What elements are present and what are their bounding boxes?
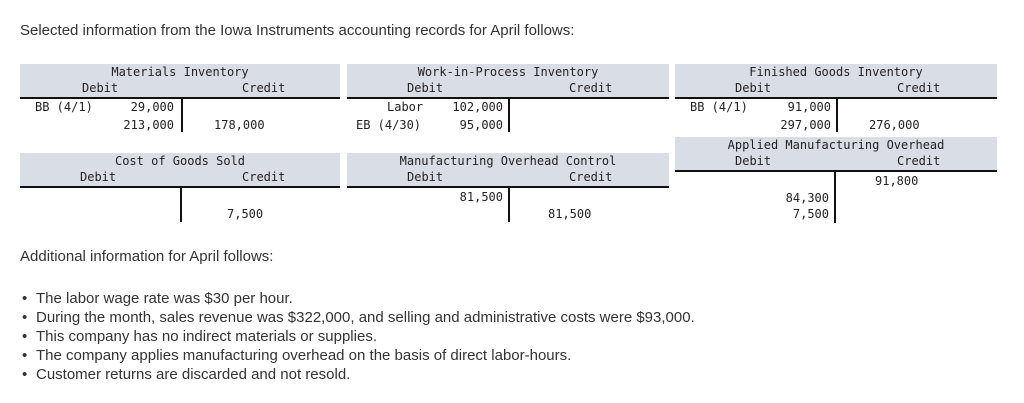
- debit-amount: 29,000: [130, 100, 174, 114]
- account-title: Cost of Goods Sold: [114, 154, 246, 168]
- list-item: • This company has no indirect materials or supplies.: [20, 327, 695, 346]
- debit-amount: 95,000: [459, 118, 503, 132]
- entry-label: BB (4/1): [690, 100, 748, 114]
- credit-amount: 178,000: [214, 118, 265, 132]
- debit-amount: 81,500: [459, 190, 503, 204]
- debit-amount: 84,300: [785, 191, 829, 205]
- account-header: [20, 153, 340, 187]
- account-title: Manufacturing Overhead Control: [399, 154, 617, 168]
- account-header: [675, 64, 997, 98]
- debit-amount: 102,000: [452, 100, 503, 114]
- credit-label: Credit: [242, 170, 286, 184]
- credit-amount: 7,500: [227, 207, 264, 221]
- t-account-top-rule: [675, 170, 997, 172]
- credit-label: Credit: [897, 154, 941, 168]
- finished-goods-inventory-account: [675, 64, 997, 144]
- debit-label: Debit: [82, 81, 119, 95]
- account-title: Applied Manufacturing Overhead: [727, 138, 945, 152]
- t-account-top-rule: [20, 97, 340, 99]
- credit-label: Credit: [897, 81, 941, 95]
- debit-label: Debit: [407, 81, 444, 95]
- account-title: Finished Goods Inventory: [749, 65, 923, 79]
- t-account-divider: [834, 171, 836, 223]
- work-in-process-inventory-account: [347, 64, 669, 144]
- t-account-divider: [508, 187, 510, 222]
- list-item: • Customer returns are discarded and not resold.: [20, 365, 695, 384]
- debit-label: Debit: [735, 81, 772, 95]
- debit-label: Debit: [735, 154, 772, 168]
- debit-amount: 7,500: [792, 207, 829, 221]
- debit-amount: 213,000: [123, 118, 174, 132]
- t-account-divider: [180, 187, 182, 222]
- entry-label: BB (4/1): [35, 100, 93, 114]
- debit-amount: 297,000: [780, 118, 831, 132]
- credit-amount: 91,800: [875, 174, 919, 188]
- account-title: Materials Inventory: [111, 65, 249, 79]
- credit-label: Credit: [569, 170, 613, 184]
- credit-amount: 276,000: [869, 118, 920, 132]
- t-account-divider: [181, 98, 183, 132]
- account-header: [675, 137, 997, 171]
- debit-amount: 91,000: [787, 100, 831, 114]
- credit-label: Credit: [569, 81, 613, 95]
- account-header: [347, 153, 669, 187]
- credit-label: Credit: [242, 81, 286, 95]
- list-item: • The labor wage rate was $30 per hour.: [20, 289, 695, 308]
- intro-text: Selected information from the Iowa Instruments accounting records for April follows:: [20, 22, 575, 39]
- additional-info-heading: Additional information for April follows:: [20, 248, 274, 265]
- list-item: • The company applies manufacturing overhead on the basis of direct labor-hours.: [20, 346, 695, 365]
- t-account-divider: [836, 98, 838, 132]
- additional-info-list: [20, 289, 695, 384]
- manufacturing-overhead-control-account: [347, 153, 669, 233]
- entry-label: Labor: [387, 100, 424, 114]
- cost-of-goods-sold-account: [20, 153, 340, 233]
- entry-label: EB (4/30): [356, 118, 422, 132]
- account-header: [347, 64, 669, 98]
- applied-manufacturing-overhead-account: [675, 137, 997, 227]
- list-item: • During the month, sales revenue was $322,000, and selling and administrative costs were $93,000.: [20, 308, 695, 327]
- debit-label: Debit: [407, 170, 444, 184]
- t-account-divider: [508, 98, 510, 132]
- account-title: Work-in-Process Inventory: [417, 65, 599, 79]
- account-header: [20, 64, 340, 98]
- materials-inventory-account: [20, 64, 340, 144]
- debit-label: Debit: [80, 170, 117, 184]
- credit-amount: 81,500: [548, 207, 592, 221]
